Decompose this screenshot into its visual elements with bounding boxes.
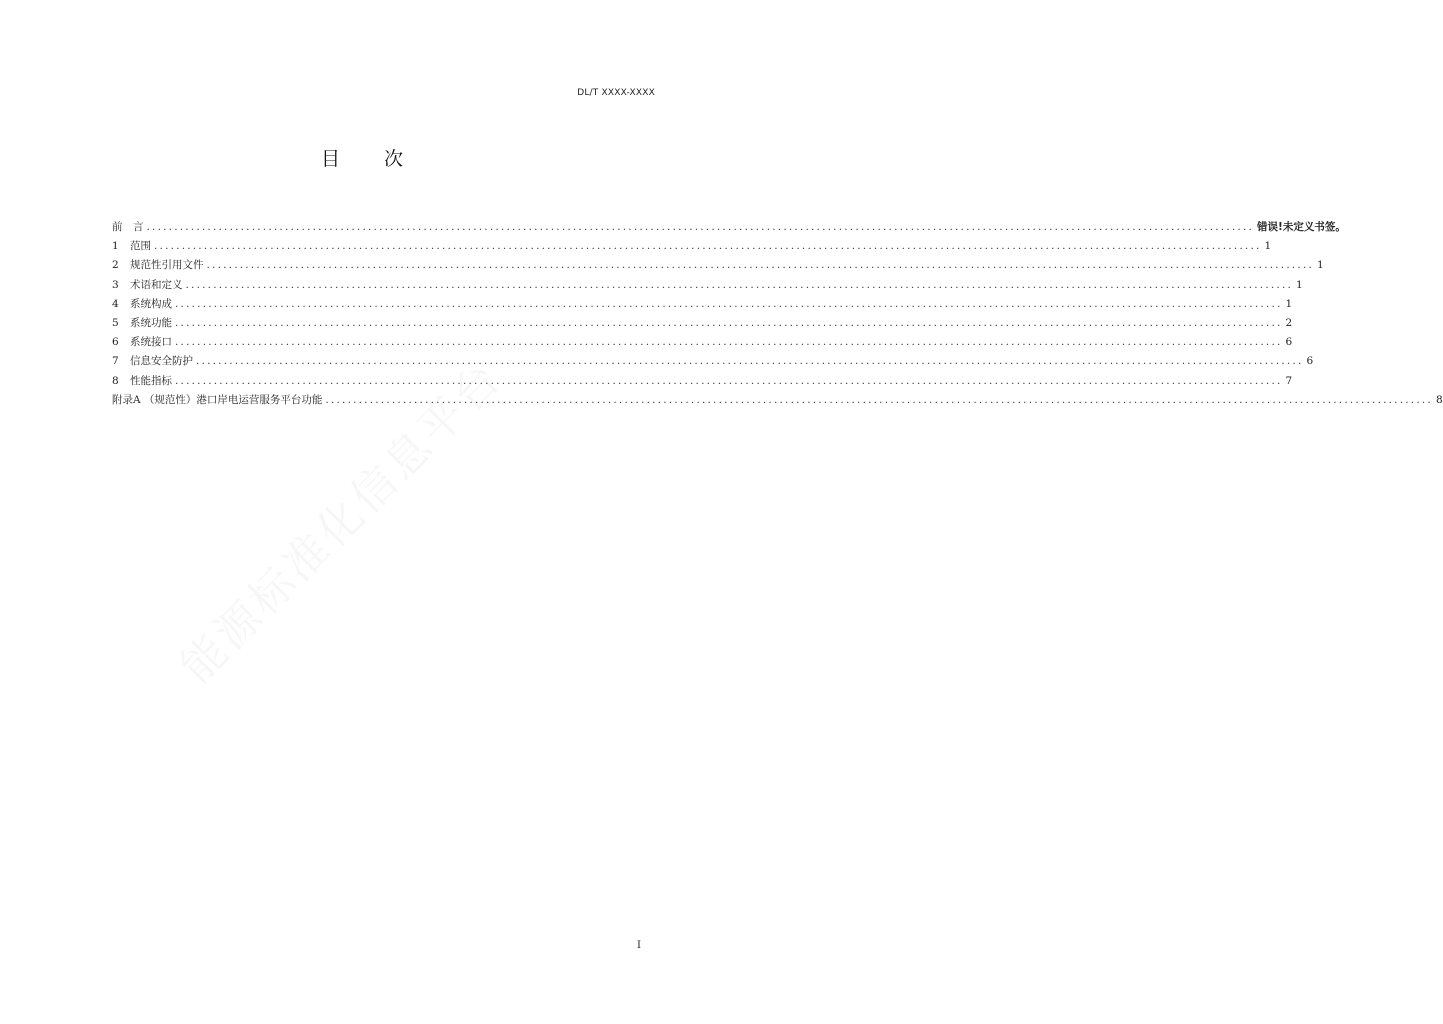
toc-entry-page: 7 (1285, 374, 1293, 387)
toc-entry-6[interactable] (112, 333, 1293, 352)
toc-entry-7[interactable] (112, 352, 1314, 371)
toc-entry-number: 8 (112, 374, 119, 387)
toc-entry-8[interactable] (112, 372, 1293, 391)
toc-entry-label: 系统构成 (130, 297, 172, 310)
toc-leader-dots: ........................................................................................................................................................................................................ (206, 259, 1315, 272)
toc-leader-dots: ........................................................................................................................................................................................................ (185, 278, 1294, 291)
toc-entry-label: 信息安全防护 (130, 355, 193, 368)
toc-entry-label: 性能指标 (130, 374, 172, 387)
table-of-contents (112, 218, 1443, 410)
toc-leader-dots: ........................................................................................................................................................................................................ (196, 355, 1304, 368)
toc-entry-label: 附录A （规范性）港口岸电运营服务平台功能 (112, 393, 323, 406)
toc-leader-dots: ........................................................................................................................................................................................................ (154, 240, 1262, 253)
toc-leader-dots: ........................................................................................................................................................................................................ (175, 336, 1283, 349)
toc-title-left: 目 (320, 148, 340, 170)
toc-entry-page: 1 (1296, 278, 1303, 291)
toc-entry-number: 7 (112, 355, 119, 368)
toc-entry-page: 2 (1285, 316, 1293, 329)
toc-entry-number: 1 (112, 240, 119, 253)
toc-entry-page: 错误!未定义书签。 (1257, 221, 1346, 233)
toc-leader-dots: ........................................................................................................................................................................................................ (175, 316, 1283, 329)
toc-leader-dots: ........................................................................................................................................................................................................ (175, 374, 1283, 387)
toc-entry-label: 前 言 (112, 221, 144, 233)
toc-leader-dots: ........................................................................................................................................................................................................ (146, 221, 1255, 233)
toc-entry-page: 1 (1264, 240, 1272, 253)
toc-title (0, 144, 724, 171)
toc-entry-2[interactable] (112, 256, 1324, 275)
toc-leader-dots: ........................................................................................................................................................................................................ (175, 297, 1283, 310)
toc-entry-appendix-a[interactable] (112, 391, 1443, 410)
toc-entry-5[interactable] (112, 314, 1293, 333)
toc-entry-1[interactable] (112, 237, 1272, 256)
toc-entry-page: 1 (1285, 297, 1293, 310)
toc-entry-label: 范围 (130, 240, 151, 253)
toc-entry-page: 6 (1306, 355, 1314, 368)
toc-entry-page: 8 (1435, 393, 1443, 406)
toc-entry-label: 系统功能 (130, 316, 172, 329)
toc-entry-3[interactable] (112, 276, 1303, 295)
toc-entry-number: 3 (112, 278, 119, 291)
page-number: I (637, 940, 641, 951)
toc-entry-label: 规范性引用文件 (130, 259, 204, 272)
toc-entry-preface[interactable] (112, 218, 1346, 237)
toc-entry-page: 6 (1285, 336, 1293, 349)
toc-title-right: 次 (384, 148, 404, 170)
toc-entry-number: 5 (112, 316, 119, 329)
toc-entry-number: 4 (112, 297, 119, 310)
toc-leader-dots: ........................................................................................................................................................................................................ (325, 393, 1433, 406)
toc-entry-number: 6 (112, 336, 119, 349)
toc-entry-number: 2 (112, 259, 119, 272)
document-code: DL/T XXXX-XXXX (577, 88, 655, 98)
toc-entry-4[interactable] (112, 295, 1293, 314)
toc-entry-label: 系统接口 (130, 336, 172, 349)
toc-entry-label: 术语和定义 (130, 278, 183, 291)
toc-entry-page: 1 (1317, 259, 1324, 272)
